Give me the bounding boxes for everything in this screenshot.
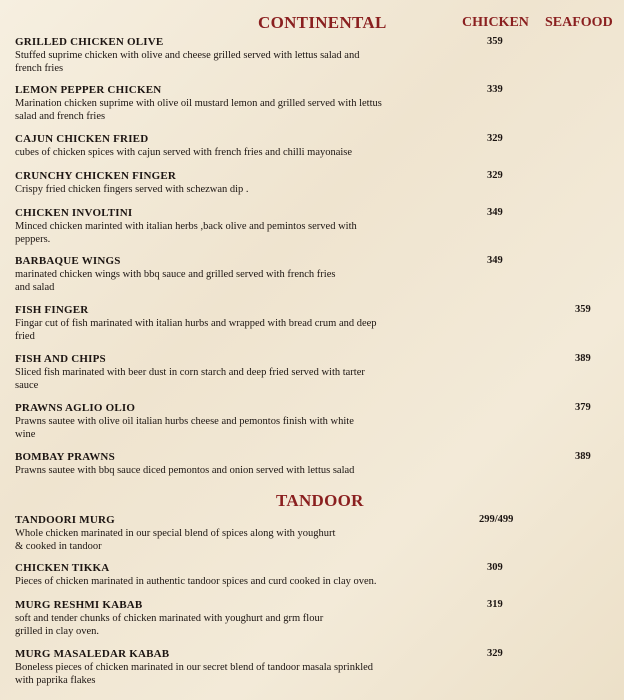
- item-name: FISH AND CHIPS: [15, 353, 106, 365]
- chicken-price: 329: [487, 170, 503, 181]
- item-name: BARBAQUE WINGS: [15, 255, 121, 267]
- item-description: Boneless pieces of chicken marinated in our secret blend of tandoor masala sprinkled with paprika flakes: [15, 662, 374, 686]
- item-description: Fingar cut of fish marinated with italian hurbs and wrapped with bread crum and deep fried: [15, 318, 377, 342]
- menu-item: [15, 648, 615, 687]
- menu-item: [15, 402, 615, 441]
- chicken-price: 329: [487, 133, 503, 144]
- item-description: marinated chicken wings with bbq sauce and grilled served with french fries and salad: [15, 269, 336, 293]
- item-name: CRUNCHY CHICKEN FINGER: [15, 170, 177, 182]
- item-name: FISH FINGER: [15, 304, 89, 316]
- menu-item: [15, 84, 615, 123]
- chicken-price: 319: [487, 599, 503, 610]
- item-description: cubes of chicken spices with cajun served with french fries and chilli mayonaise: [15, 147, 353, 158]
- item-description: Whole chicken marinated in our special blend of spices along with youghurt & cooked in tandoor: [15, 528, 336, 552]
- item-name: BOMBAY PRAWNS: [15, 451, 115, 463]
- item-name: MURG RESHMI KABAB: [15, 599, 143, 611]
- seafood-price: 379: [575, 402, 591, 413]
- tandoor-heading: TANDOOR: [276, 491, 364, 510]
- menu-item: [15, 599, 615, 638]
- chicken-price: 339: [487, 84, 503, 95]
- item-description: Prawns sautee with bbq sauce diced pemontos and onion served with lettus salad: [15, 465, 355, 476]
- seafood-price: 389: [575, 353, 591, 364]
- chicken-price: 329: [487, 648, 503, 659]
- item-name: GRILLED CHICKEN OLIVE: [15, 36, 164, 48]
- menu-item: [15, 133, 615, 159]
- item-name: MURG MASALEDAR KABAB: [15, 648, 170, 660]
- menu-item: [15, 207, 615, 246]
- item-description: Prawns sautee with olive oil italian hurbs cheese and pemontos finish with white wine: [15, 416, 354, 440]
- item-name: TANDOORI MURG: [15, 514, 115, 526]
- continental-heading: CONTINENTAL: [258, 13, 387, 32]
- menu-item: [15, 36, 615, 75]
- item-name: LEMON PEPPER CHICKEN: [15, 84, 162, 96]
- seafood-price: 389: [575, 451, 591, 462]
- chicken-price: 359: [487, 36, 503, 47]
- menu-item: [15, 304, 615, 343]
- menu-item: [15, 255, 615, 294]
- menu-item: [15, 353, 615, 392]
- item-description: Crispy fried chicken fingers served with schezwan dip .: [15, 184, 249, 195]
- menu-item: [15, 514, 615, 553]
- chicken-price: 299/499: [479, 514, 514, 525]
- item-name: PRAWNS AGLIO OLIO: [15, 402, 136, 414]
- item-name: CAJUN CHICKEN FRIED: [15, 133, 149, 145]
- item-description: Pieces of chicken marinated in authentic tandoor spices and curd cooked in clay oven.: [15, 576, 377, 587]
- seafood-column-heading: SEAFOOD: [545, 15, 613, 30]
- chicken-price: 309: [487, 562, 503, 573]
- item-name: CHICKEN TIKKA: [15, 562, 110, 574]
- menu-item: [15, 170, 615, 196]
- chicken-price: 349: [487, 207, 503, 218]
- menu-item: [15, 451, 615, 477]
- item-description: Stuffed suprime chicken with olive and cheese grilled served with lettus salad and french fries: [15, 50, 360, 74]
- seafood-price: 359: [575, 304, 591, 315]
- chicken-column-heading: CHICKEN: [462, 15, 529, 30]
- item-description: Marination chicken suprime with olive oil mustard lemon and grilled served with lettus salad and french fries: [15, 98, 382, 122]
- item-description: Minced chicken marinted with italian herbs ,back olive and pemintos served with peppers.: [15, 221, 357, 245]
- menu-item: [15, 562, 615, 588]
- item-name: CHICKEN INVOLTINI: [15, 207, 133, 219]
- item-description: soft and tender chunks of chicken marinated with youghurt and grm flour grilled in clay oven.: [15, 613, 324, 637]
- item-description: Sliced fish marinated with beer dust in corn starch and deep fried served with tarter sauce: [15, 367, 365, 391]
- chicken-price: 349: [487, 255, 503, 266]
